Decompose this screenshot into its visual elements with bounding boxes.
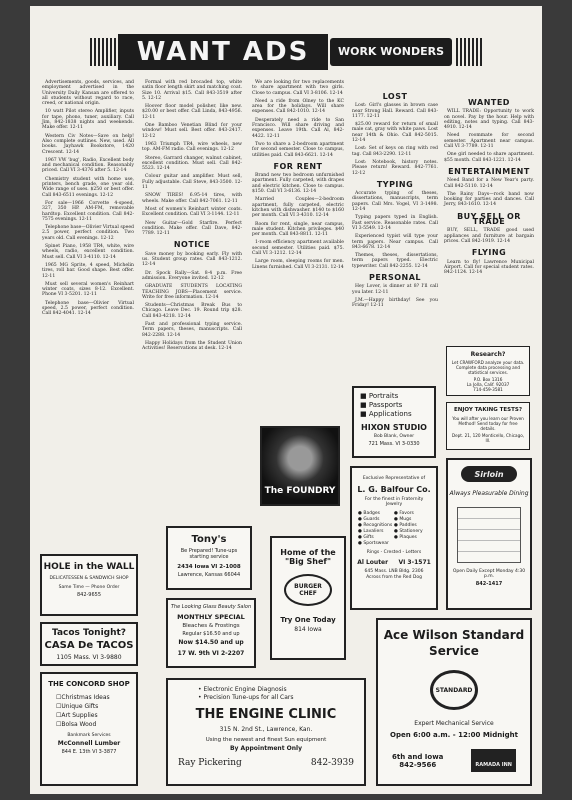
salon-name: The Looking Glass Beauty Salon: [170, 604, 252, 610]
tonys-66-ad: [166, 526, 252, 590]
sirloin-tagline: Always Pleasurable Dining: [449, 490, 529, 497]
classified-ad: Accurate typing of theses, dissertations, manuscripts, term papers. Call Mrs. Vogel, VI 3-1498. 12-14: [352, 191, 438, 213]
list-item: ● Recognitions: [358, 523, 393, 528]
tonys-address: 2434 Iowa VI 2-1008: [177, 564, 241, 570]
standard-phone: 842-9566: [399, 760, 437, 769]
list-item: ● Sportswear: [358, 541, 389, 546]
engine-footer: [168, 752, 364, 768]
sirloin-logo: [461, 466, 517, 482]
classified-ad: Desperately need a ride to San Francisco. Will share driving and expenses. Leave 19th. Call Al, 842-4422. 12-11: [252, 117, 344, 139]
engine-phone: 842-3939: [310, 758, 354, 768]
section-heading-personal: PERSONAL: [368, 273, 422, 283]
column-1: [42, 80, 134, 550]
hixon-studio-ad: [352, 386, 436, 458]
ramada-text: RAMADA INN: [475, 762, 512, 768]
burger-chef-ad: [270, 536, 346, 660]
standard-service-ad: [376, 618, 532, 786]
classified-ad: New Guitar—Gold Starfire. Perfect condition. Make offer. Call Dave, 842-7789. 12-11: [142, 220, 242, 237]
list-item: ● Plaques: [394, 535, 417, 540]
list-item: ■ Applications: [360, 410, 412, 418]
classified-ad: 1965 MG Sprite, 4 speed, Michelin tires, roll bar. Good shape. Best offer. 12-11: [42, 262, 134, 279]
concord-foot-1: Bankmark Services: [67, 733, 111, 738]
sirloin-map: [457, 507, 521, 563]
engine-clinic-ad: [166, 678, 366, 786]
balfour-title: L. G. Balfour Co.: [357, 485, 431, 494]
balfour-intro: Exclusive Representative of: [362, 476, 426, 481]
sirloin-title: Sirloin: [474, 469, 504, 479]
engine-line-1: • Electronic Engine Diagnosis: [198, 686, 287, 693]
section-heading-wanted: WANTED: [468, 98, 510, 107]
tonys-tagline: Be Prepared! Tune-ups starting service: [180, 548, 238, 560]
list-item: ● Gifts: [358, 535, 374, 540]
beauty-salon-ad: [166, 598, 256, 668]
balfour-tagline: For the finest in Fraternity Jewelry: [364, 497, 424, 507]
classified-ad: 1967 VW 'bug', Radio, Excellent body and mechanical condition. Reasonably priced. Call VI 3-4376 after 5. 12-14: [42, 157, 134, 174]
research-ad: [446, 346, 530, 396]
concord-foot-3: 844 E. 13th VI 3-3877: [61, 749, 117, 755]
standard-address-block: [392, 753, 443, 769]
classified-ad: Room for rent, single, near campus, male student. Kitchen privileges. $40 per month. Call 843-8811. 12-11: [252, 221, 344, 238]
ramada-logo: [471, 749, 516, 772]
classified-ad: Dr. Spock Rally—Sat. 8-4 p.m. Free admission. Everyone invited. 12-12: [142, 270, 242, 281]
list-item: ● Mugs: [394, 517, 412, 522]
classified-ad: WILL TRADE: Opportunity to work on novel. Pay by the hour. Help with editing, notes and typing. Call 843-4910. 12-14: [444, 109, 534, 131]
classified-ad: Telephone base—Olivier Virtual speed, 2.5 power, perfect condition. Call 842-4041. 12-14: [42, 300, 134, 317]
testing-body: You will after you learn our Proven Method! Send today for free details.: [452, 416, 524, 431]
classified-ad: Happy Holidays from the Student Union Activities! Reservations at desk. 12-14: [142, 340, 242, 352]
deli-phone: 842-9655: [76, 592, 102, 598]
testing-ad: [446, 402, 530, 450]
foundry-ad: [260, 426, 340, 506]
salon-now: Now $14.50 and up: [178, 639, 244, 646]
classified-ad: We are looking for two replacements to share apartment with two girls. Close to campus. Call VI 3-8106. 12-14: [252, 80, 344, 96]
engine-equipment: Using the newest and finest Sun equipment: [205, 737, 327, 743]
burger-logo: [284, 574, 332, 606]
list-item: ● Favors: [394, 511, 414, 516]
deli-ad: [40, 554, 138, 616]
classified-ad: Most of women's Reinhart winter coats. Excellent condition. Call VI 3-1144. 12-11: [142, 206, 242, 218]
engine-line-2: • Precision Tune-ups for all Cars: [198, 694, 294, 701]
balfour-name: Al Louter: [357, 559, 389, 566]
classified-ad: Need Band for a New Year's party. Call 842-5110. 12-14: [444, 178, 534, 189]
standard-logo: [430, 670, 478, 710]
classified-ad: Brand new two bedroom unfurnished apartment. Fully carpeted, with drapes and electric kitchen. Close to campus. $150. Call VI 3-6136. 12-14: [252, 173, 344, 195]
classified-ad: J.M.—Happy birthday! See you Friday! 12-11: [352, 297, 438, 309]
balfour-phone: VI 3-1571: [398, 559, 431, 566]
research-body: Let CRAWFORD analyze your data. Complete data processing and statistical services.: [451, 360, 525, 375]
research-phone: 714-459-3581: [473, 387, 503, 392]
testing-title: ENJOY TAKING TESTS?: [453, 407, 523, 413]
deli-hours: Same Time — Phone Order: [58, 585, 120, 590]
classified-ad: 1-room efficiency apartment available second semester. Utilities paid. $75. Call VI 3-1212. 12-14: [252, 240, 344, 257]
balfour-address: 645 Mass. LNB Bldg. 2306: [364, 569, 424, 574]
classified-ad: Stereo, Garrard changer, walnut cabinet, excellent condition. Must sell. Call 842-5523. 12-14: [142, 155, 242, 172]
standard-title: Ace Wilson Standard: [383, 628, 525, 642]
list-item: ☐ Christmas Ideas: [56, 693, 136, 702]
list-item: ■ Passports: [360, 401, 403, 409]
classified-ad: Lost: Girl's glasses in brown case near Strong Hall. Reward. Call 843-1177. 12-11: [352, 103, 438, 119]
tacos-ad: [40, 622, 138, 666]
research-title: Research?: [470, 351, 506, 358]
classified-ad: SNOW TIRES! 6.95-14 tires, with wheels. Make offer. Call 842-7061. 12-11: [142, 193, 242, 204]
list-item: ☐ Unique Gifts: [56, 702, 136, 711]
want-ads-banner: [90, 30, 482, 74]
section-heading-notice: NOTICE: [173, 240, 211, 250]
classified-ad: Large room, sleeping rooms for men. Linens furnished. Call VI 3-2131. 12-14: [252, 259, 344, 270]
classified-ad: Lost: Notebook, history notes. Please return! Reward. 842-7761. 12-12: [352, 159, 438, 176]
classified-ad: Hoover floor model polisher, like new. $20.00 or best offer. Call Linda, 843-4956. 12-11: [142, 104, 242, 120]
classified-ad: Hey Lover, is dinner at 8? I'll call you later. 12-11: [352, 284, 438, 295]
classified-ad: Fast and professional typing service. Term papers, theses, manuscripts. Call 842-2288. 12-14: [142, 321, 242, 338]
classified-ad: One girl needed to share apartment. $55 month. Call 843-1221. 12-14: [444, 152, 534, 163]
banner-title: WANT ADS: [118, 34, 328, 70]
classified-ad: Need a ride from Olney to the KC area for the holidays. Will share expenses. Call 842-1010. 12-14: [252, 98, 344, 115]
list-item: ☐ Bolsa Wood: [56, 720, 136, 729]
concord-list: [56, 693, 136, 729]
classified-ad: Students—Christmas Break Bus to Chicago. Leave Dec. 19. Round trip $28. Call 843-4218. 12-14: [142, 303, 242, 319]
testing-address: Dept. 21, 120 Monticello, Chicago, Ill.: [451, 433, 525, 443]
classified-ad: Learn to fly! Lawrence Municipal Airport. Call for special student rates. 842-1124. 12-14: [444, 259, 534, 276]
classified-ad: $25.00 reward for return of small male cat, gray with white paws. Lost near 14th & Ohio. Call 842-5015. 12-14: [352, 122, 438, 144]
standard-service: Service: [429, 644, 479, 658]
classified-ad: Western Civ Notes—Save on help! Also complete outlines. New, used. All books. Jayhawk Bookstore, 1420 Crescent. 12-14: [42, 133, 134, 155]
standard-logo-text: STANDARD: [435, 686, 473, 694]
sirloin-phone: 842-1417: [475, 581, 503, 587]
tonys-city: Lawrence, Kansas 66044: [177, 572, 241, 578]
classified-ad: One Bamboo Venetian Blind for your window! Must sell. Best offer. 843-2417. 12-12: [142, 123, 242, 139]
burger-logo-text: BURGER CHEF: [294, 583, 322, 597]
classified-ad: Two to share a 2-bedroom apartment for second semester. Close to campus, utilities paid. Call 843-6621. 12-14: [252, 141, 344, 158]
column-4: [352, 80, 438, 370]
newspaper-page: [30, 6, 542, 794]
classified-ad: Save money by booking early. Fly with us. Student group rates. Call 843-1212. 12-14: [142, 251, 242, 268]
column-2: [142, 80, 242, 520]
research-pobox: P.O. Box 1316: [473, 377, 503, 382]
balfour-ad: [350, 466, 438, 610]
banner-stripe-right: [456, 38, 482, 66]
hixon-list: [354, 388, 434, 419]
classified-ad: BUY, SELL, TRADE good used appliances and furniture at bargain prices. Call 842-1919. 12-14: [444, 228, 534, 244]
classified-ad: Need roommate for second semester. Apartment near campus. Call VI 3-7789. 12-11: [444, 133, 534, 150]
burger-headline: Home of the "Big Shef": [280, 548, 336, 566]
concord-foot-2: McConnell Lumber: [57, 740, 121, 747]
foundry-title: The FOUNDRY: [264, 486, 336, 496]
standard-hours: Open 6:00 a.m. - 12:00 Midnight: [390, 731, 518, 739]
list-item: ● Lavaliers: [358, 529, 384, 534]
sirloin-hours: Open Daily Except Monday 4:30 p.m.: [452, 569, 526, 579]
research-city: La Jolla, Calif. 92037: [466, 382, 510, 387]
hixon-title: HIXON STUDIO: [361, 423, 427, 432]
banner-stripe-left: [90, 38, 116, 66]
tacos-name: CASA De TACOS: [44, 640, 134, 651]
list-item: ● Stationery: [394, 529, 423, 534]
concord-title: THE CONCORD SHOP: [48, 680, 130, 688]
hixon-owner: Bob Blank, Owner: [373, 434, 415, 439]
section-heading-typing: TYPING: [376, 179, 414, 189]
section-heading-for-rent: FOR RENT: [273, 161, 323, 171]
standard-footer: [378, 749, 530, 772]
classified-ad: Themes, theses, dissertations, term papers typed. Electric typewriter. Call 842-2255. 12-14: [352, 253, 438, 269]
classified-ad: Chemistry student with home use, printers, bench grade, one year old. Wide range of uses. $250 or best offer. Call 843-6511 evenings. 12-12: [42, 176, 134, 198]
classified-ad: 1963 Triumph TR4, wire wheels, new top. AM-FM radio. Call evenings. 12-12: [142, 141, 242, 153]
deli-sub: DELICATESSEN & SANDWICH SHOP: [49, 576, 129, 581]
burger-tagline: Try One Today: [280, 616, 336, 624]
list-item: ☐ Art Supplies: [56, 711, 136, 720]
list-item: ● Paddles: [394, 523, 417, 528]
engine-address: 315 N. 2nd St., Lawrence, Kan.: [219, 726, 313, 733]
sirloin-ad: [446, 458, 532, 610]
salon-special: MONTHLY SPECIAL: [177, 613, 245, 621]
classified-ad: Telephone base—Olivier Virtual speed 2.5 power, perfect condition. Two years old. Call evenings. 12-12: [42, 225, 134, 241]
classified-ad: GRADUATE STUDENTS LOCATING TEACHING JOBS—Placement service. Write for free information. 12-14: [142, 284, 242, 300]
section-heading-entertainment: ENTERTAINMENT: [448, 166, 530, 176]
standard-expert: Expert Mechanical Service: [414, 720, 494, 727]
classified-ad: 10 watt Pilot stereo Amplifier, inputs for tape, phono, tuner, auxiliary. Call Jim, 842-1838 nights and weekends. Make offer. 12-11: [42, 109, 134, 131]
classified-ad: Lost: Set of keys on ring with red tag. Call 843-2290. 12-11: [352, 146, 438, 157]
hixon-address: 721 Mass. VI 3-0330: [368, 441, 420, 447]
engine-owner: Ray Pickering: [178, 758, 242, 768]
balfour-rings: Rings - Crested - Letters: [366, 550, 422, 555]
balfour-landmark: Across from the Red Dog: [366, 575, 422, 580]
engine-title: THE ENGINE CLINIC: [195, 707, 337, 722]
balfour-contact: [352, 559, 436, 566]
classified-ad: Formal with red brocaded top, white satin floor length skirt and matching coat. Size 10. Arrival $15. Call 843-3519 after 5. 12-12: [142, 80, 242, 101]
tonys-name: Tony's: [191, 534, 227, 545]
classified-ad: For sale—1966 Corvette 4-speed, 327, 350 HP. AM-FM, removable hardtop. Excellent condition. Call 842-7575 evenings. 12-11: [42, 200, 134, 222]
balfour-items: [352, 507, 436, 547]
salon-address: 17 W. 9th VI 2-2207: [177, 650, 245, 657]
classified-ad: Experienced typist will type your term papers. Near campus. Call 843-6678. 12-14: [352, 234, 438, 250]
classified-ad: Spinet Piano, 1958 TR4, white, wire wheels, radio, excellent condition. Must sell. Call VI 3-4110. 12-14: [42, 244, 134, 260]
section-heading-flying: FLYING: [471, 248, 507, 258]
list-item: ● Guards: [358, 517, 380, 522]
deli-name: HOLE in the WALL: [43, 562, 135, 572]
tacos-address: 1105 Mass. VI 3-9880: [56, 654, 122, 661]
salon-service: Bleaches & Frostings: [182, 623, 240, 629]
classified-ad: Advertisements, goods, services, and employment advertised in the University Daily Kansan are offered to all students without regard to race, creed, or national origin.: [42, 80, 134, 107]
engine-appointment: By Appointment Only: [229, 745, 302, 752]
classified-ad: Colour guitar and amplifier. Must sell, Fully adjustable. Call Steve, 843-3500. 12-11: [142, 174, 242, 191]
salon-regular: Regular $16.50 and up: [182, 631, 240, 637]
classified-ad: The Rainy Days—rock band now booking for parties and dances. Call Jerry, 843-1610. 12-14: [444, 191, 534, 208]
section-heading-buy-sell: BUY SELL OR TRADE: [457, 211, 521, 227]
classified-ad: Must sell several women's Reinhart winter coats, sizes 8-12. Excellent. Phone VI 3-5201. 12-11: [42, 281, 134, 298]
classified-ad: Married Couples—2-bedroom apartment, fully carpeted, electric kitchen with dishwasher. $140 to $160 per month. Call VI 3-4310. 12-14: [252, 197, 344, 219]
column-5: [444, 80, 534, 310]
tacos-question: Tacos Tonight?: [51, 628, 127, 638]
list-item: ■ Portraits: [360, 392, 399, 400]
section-heading-lost: LOST: [382, 92, 408, 101]
standard-address: 6th and Iowa: [392, 752, 444, 761]
list-item: ● Badges: [358, 511, 381, 516]
column-3: [252, 80, 344, 460]
banner-tagline: WORK WONDERS: [330, 38, 452, 66]
burger-address: 814 Iowa: [294, 626, 322, 633]
classified-ad: Typing papers typed in English. Fast service. Reasonable rates. Call VI 3-5549. 12-14: [352, 215, 438, 231]
concord-shop-ad: [40, 672, 138, 786]
